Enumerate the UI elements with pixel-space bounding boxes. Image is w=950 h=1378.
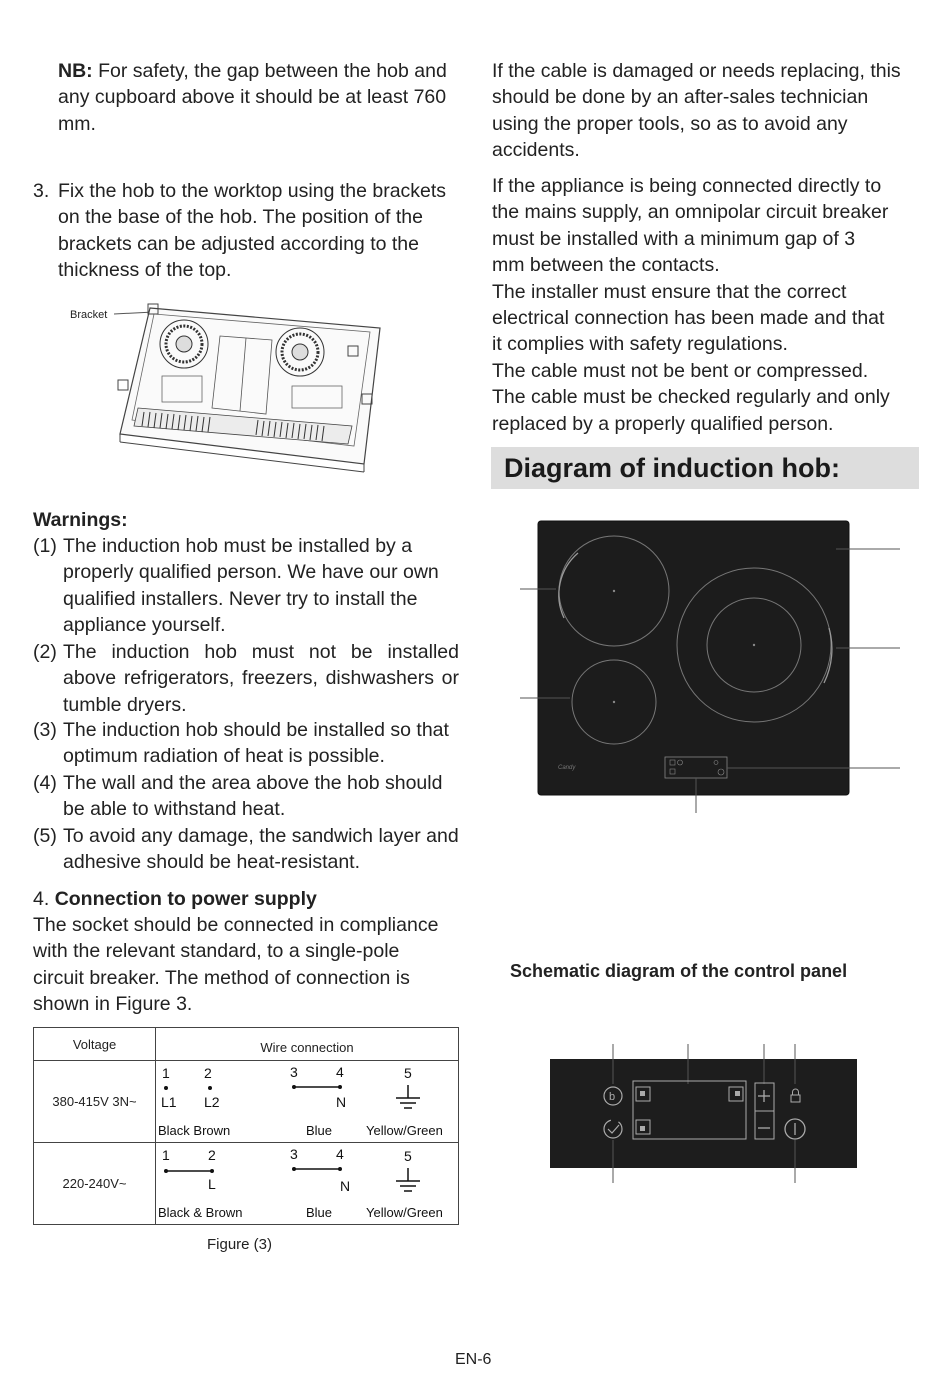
warning-5-text: To avoid any damage, the sandwich layer and adhesive should be heat-resistant. <box>63 825 459 874</box>
mains-line-9: The cable must be checked regularly and only <box>492 386 890 409</box>
warnings-title: Warnings: <box>33 509 128 531</box>
brand-logo: Candy <box>558 765 576 771</box>
warning-3-text: The induction hob should be installed so that optimum radiation of heat is possible. <box>63 719 449 768</box>
mains-line-4: mm between the contacts. <box>492 254 720 277</box>
step-4-number: 4. <box>33 888 50 910</box>
row1-ground-icon <box>396 1085 420 1108</box>
step-4-title: Connection to power supply <box>54 888 317 910</box>
row2-n: N <box>340 1178 351 1194</box>
warning-4-text: The wall and the area above the hob should be able to withstand heat. <box>63 772 443 821</box>
step-3 <box>33 178 453 284</box>
warning-2 <box>33 639 459 718</box>
row1-terminal-2: 2 <box>204 1065 212 1081</box>
row2-terminal-3: 3 <box>290 1146 298 1162</box>
header-wire-connection: Wire connection <box>156 1028 459 1061</box>
row2-l: L <box>208 1176 216 1192</box>
mains-line-3: must be installed with a minimum gap of 3 <box>492 227 856 250</box>
bracket-label: Bracket <box>70 309 108 321</box>
induction-hob-diagram <box>518 518 908 818</box>
step-3-text: Fix the hob to the worktop using the brackets on the base of the hob. The position of the brackets can be adjusted according to the thickness of the top. <box>58 180 447 282</box>
nb-paragraph <box>58 58 453 137</box>
control-panel-title: Schematic diagram of the control panel <box>510 961 848 981</box>
row1-terminal-3: 3 <box>290 1064 298 1080</box>
row2-ground-icon <box>396 1168 420 1191</box>
row1-voltage: 380-415V 3N~ <box>34 1061 156 1143</box>
mains-line-2: the mains supply, an omnipolar circuit breaker <box>492 201 889 224</box>
mains-line-5: The installer must ensure that the correct <box>492 280 847 303</box>
hob-bracket-illustration <box>62 296 392 476</box>
row2-terminal-5: 5 <box>404 1148 412 1164</box>
row2-terminal-1: 1 <box>162 1147 170 1163</box>
step-4-heading <box>33 886 317 912</box>
section-heading: Diagram of induction hob: <box>504 453 840 483</box>
row2-voltage: 220-240V~ <box>34 1143 156 1225</box>
row1-l2: L2 <box>204 1094 220 1110</box>
step-4-text: The socket should be connected in compliance with the relevant standard, to a single-pole circuit breaker. The method of connection is shown in Figure 3. <box>33 914 439 1016</box>
row2-wiring <box>156 1143 459 1225</box>
warning-5 <box>33 823 463 876</box>
row2-color-3: Yellow/Green <box>366 1205 443 1220</box>
row1-terminal-4: 4 <box>336 1064 344 1080</box>
warning-1-number: (1) <box>33 535 57 557</box>
section-heading-bar <box>491 447 919 489</box>
figure-caption: Figure (3) <box>207 1236 273 1253</box>
warning-4-number: (4) <box>33 772 57 794</box>
page-number: EN-6 <box>455 1351 492 1368</box>
row1-color-1: Black Brown <box>158 1123 231 1138</box>
warning-1 <box>33 533 463 639</box>
mains-line-10: replaced by a properly qualified person. <box>492 412 834 435</box>
nb-label: NB: <box>58 60 93 82</box>
mains-line-8: The cable must not be bent or compressed. <box>492 359 869 382</box>
row2-terminal-4: 4 <box>336 1146 344 1162</box>
cable-paragraph: If the cable is damaged or needs replacing, this should be done by an after-sales technician using the proper tools, so as to avoid any accidents. <box>492 60 901 162</box>
warning-3 <box>33 717 463 770</box>
row1-color-2: Blue <box>306 1123 333 1138</box>
row2-color-1: Black & Brown <box>158 1205 243 1220</box>
nb-text: For safety, the gap between the hob and any cupboard above it should be at least 760 mm. <box>58 60 447 135</box>
row1-terminal-5: 5 <box>404 1065 412 1081</box>
row1-terminal-1: 1 <box>162 1065 170 1081</box>
row1-n: N <box>336 1094 347 1110</box>
warning-4 <box>33 770 443 823</box>
row1-l1: L1 <box>161 1094 177 1110</box>
svg-text:b: b <box>609 1091 616 1103</box>
mains-line-6: electrical connection has been made and that <box>492 307 885 330</box>
mains-line-7: it complies with safety regulations. <box>492 333 788 356</box>
row1-color-3: Yellow/Green <box>366 1123 443 1138</box>
header-voltage: Voltage <box>34 1028 156 1061</box>
control-panel-schematic <box>548 1042 860 1184</box>
row1-wiring <box>156 1061 459 1143</box>
warning-2-text: The induction hob must not be installed above refrigerators, freezers, dishwashers or tumble dryers. <box>63 641 459 716</box>
wire-connection-table <box>33 1027 459 1225</box>
warning-1-text: The induction hob must be installed by a properly qualified person. We have our own qualified installers. Never try to install the appliance yourself. <box>63 535 439 637</box>
warning-5-number: (5) <box>33 825 57 847</box>
mains-paragraph <box>492 173 932 437</box>
step-3-number: 3. <box>33 180 50 202</box>
warning-3-number: (3) <box>33 719 57 741</box>
row2-terminal-2: 2 <box>208 1147 216 1163</box>
warning-2-number: (2) <box>33 641 57 663</box>
mains-line-1: If the appliance is being connected directly to <box>492 175 882 197</box>
row2-color-2: Blue <box>306 1205 333 1220</box>
